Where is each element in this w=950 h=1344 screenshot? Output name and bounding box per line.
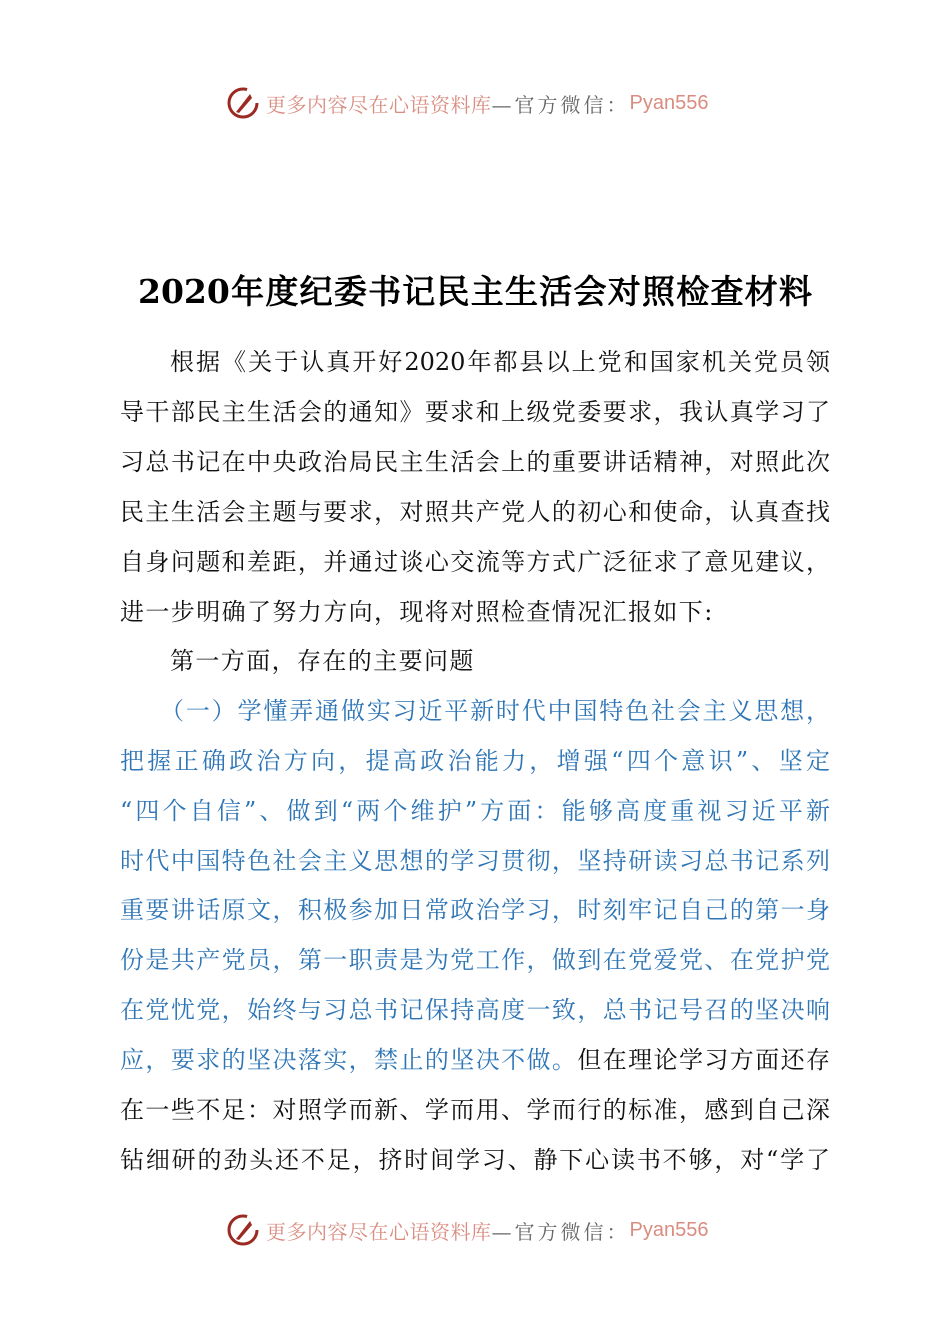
paragraph-line: 根据《关于认真开好2020年都县以上党和国家机关党员领 — [170, 348, 830, 376]
paragraph-line: 时代中国特色社会主义思想的学习贯彻，坚持研读习总书记系列 — [120, 847, 830, 875]
paragraph-line: 导干部民主生活会的通知》要求和上级党委要求，我认真学习了 — [120, 398, 830, 426]
watermark-label: —官方微信： — [491, 92, 630, 117]
header-watermark — [226, 85, 708, 121]
section-heading: 第一方面，存在的主要问题 — [170, 647, 475, 675]
watermark-wechat: Pyan556 — [629, 1218, 709, 1241]
watermark-label: —官方微信： — [491, 1219, 630, 1244]
paragraph-line: 在一些不足：对照学而新、学而用、学而行的标准，感到自己深 — [120, 1096, 830, 1124]
paragraph-line: “四个自信”、做到“两个维护”方面：能够高度重视习近平新 — [120, 797, 830, 825]
paragraph-line: 份是共产党员，第一职责是为党工作，做到在党爱党、在党护党 — [120, 946, 830, 974]
quill-logo-icon — [226, 1213, 260, 1247]
paragraph-line: 重要讲话原文，积极参加日常政治学习，时刻牢记自己的第一身 — [120, 896, 830, 924]
paragraph-line — [120, 1044, 830, 1076]
paragraph-line: 自身问题和差距，并通过谈心交流等方式广泛征求了意见建议， — [120, 548, 830, 576]
plain-text: 但在理论学习方面还存 — [577, 1046, 831, 1074]
highlighted-text: 应，要求的坚决落实，禁止的坚决不做。 — [120, 1046, 578, 1074]
paragraph-line: 民主生活会主题与要求，对照共产党人的初心和使命，认真查找 — [120, 498, 830, 526]
paragraph-line: 钻细研的劲头还不足，挤时间学习、静下心读书不够，对“学了 — [120, 1146, 830, 1174]
footer-watermark — [226, 1212, 708, 1248]
watermark-site: 更多内容尽在心语资料库 — [266, 1219, 492, 1244]
watermark-wechat: Pyan556 — [629, 91, 709, 114]
subsection-heading: （一）学懂弄通做实习近平新时代中国特色社会主义思想， — [160, 697, 830, 725]
paragraph-line: 习总书记在中央政治局民主生活会上的重要讲话精神，对照此次 — [120, 448, 830, 476]
document-title: 2020年度纪委书记民主生活会对照检查材料 — [138, 272, 812, 311]
paragraph-line: 把握正确政治方向，提高政治能力，增强“四个意识”、坚定 — [120, 747, 830, 775]
paragraph-line: 进一步明确了努力方向，现将对照检查情况汇报如下: — [120, 598, 714, 626]
paragraph-line: 在党忧党，始终与习总书记保持高度一致，总书记号召的坚决响 — [120, 996, 830, 1024]
quill-logo-icon — [226, 86, 260, 120]
watermark-site: 更多内容尽在心语资料库 — [266, 92, 492, 117]
